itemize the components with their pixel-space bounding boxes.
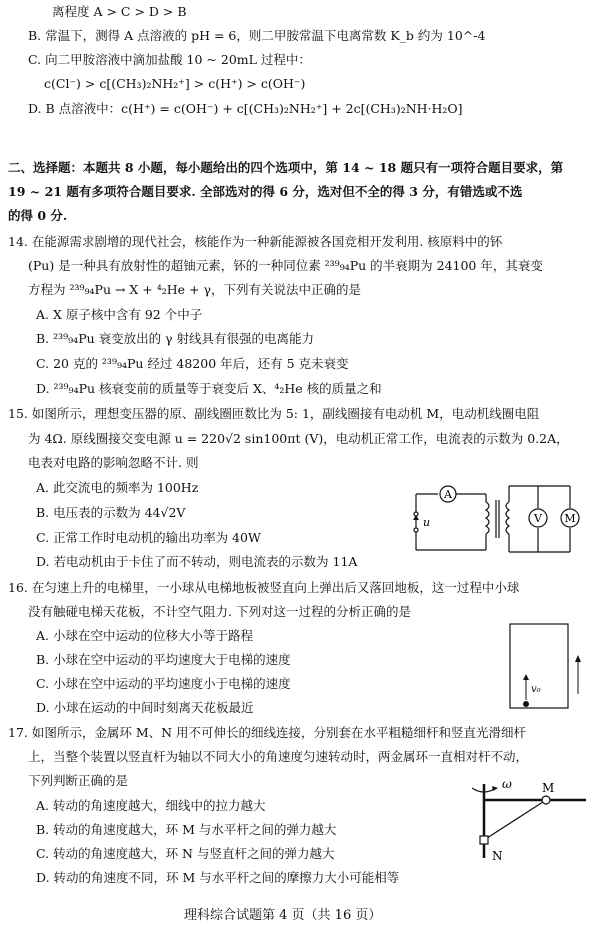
q14-line1: 14. 在能源需求剧增的现代社会，核能作为一种新能源被各国竞相开发利用. 核原料中的钚	[8, 234, 503, 249]
section-two-header-line2: 19 ~ 21 题有多项符合题目要求. 全部选对的得 6 分，选对但不全的得 3 分，有错选或不选	[8, 184, 523, 199]
motor-label: M	[564, 512, 576, 525]
elevator-box	[510, 624, 568, 708]
velocity-label: v₀	[531, 684, 541, 695]
q16-option-c: C. 小球在空中运动的平均速度小于电梯的速度	[36, 676, 291, 691]
q17-line1: 17. 如图所示，金属环 M、N 用不可伸长的细线连接，分别套在水平粗糙细杆和竖直光滑细杆	[8, 725, 527, 740]
q16-option-d: D. 小球在运动的中间时刻离天花板最近	[36, 700, 254, 715]
source-label: u	[423, 516, 431, 529]
q17-option-d: D. 转动的角速度不同，环 M 与水平杆之间的摩擦力大小可能相等	[36, 870, 400, 885]
prev-option-d: D. B 点溶液中：c(H⁺) = c(OH⁻) + c[(CH₃)₂NH₂⁺] + 2c[(CH₃)₂NH·H₂O]	[28, 101, 463, 116]
q14-line3: 方程为 ²³⁹₉₄Pu → X + ⁴₂He + γ，下列有关说法中正确的是	[28, 282, 361, 297]
ring-n-icon	[480, 836, 488, 844]
q15-option-b: B. 电压表的示数为 44√2V	[36, 505, 186, 520]
prev-option-b: B. 常温下，测得 A 点溶液的 pH = 6，则二甲胺常温下电离常数 K_b 约为 10^-4	[28, 28, 486, 43]
voltmeter-label: V	[534, 512, 542, 525]
q17-line2: 上，当整个装置以竖直杆为轴以不同大小的角速度匀速转动时，两金属环一直相对杆不动，	[28, 749, 529, 764]
q14-option-a: A. X 原子核中含有 92 个中子	[36, 307, 203, 322]
ball-icon	[523, 701, 529, 707]
q17-option-c: C. 转动的角速度越大，环 N 与竖直杆之间的弹力越大	[36, 846, 335, 861]
transformer-circuit-diagram	[408, 482, 590, 558]
q15-option-a: A. 此交流电的频率为 100Hz	[36, 480, 199, 495]
q15-option-c: C. 正常工作时电动机的输出功率为 40W	[36, 530, 261, 545]
ring-n-label: N	[492, 849, 503, 863]
q14-option-d: D. ²³⁹₉₄Pu 核衰变前的质量等于衰变后 X、⁴₂He 核的质量之和	[36, 381, 382, 396]
q17-line3: 下列判断正确的是	[28, 773, 129, 788]
q16-line2: 没有触碰电梯天花板，不计空气阻力. 下列对这一过程的分析正确的是	[28, 604, 411, 619]
q14-option-b: B. ²³⁹₉₄Pu 衰变放出的 γ 射线具有很强的电离能力	[36, 331, 315, 346]
prev-line-a-tail: 离程度 A > C > D > B	[52, 4, 187, 19]
section-two-header-line1: 二、选择题：本题共 8 小题，每小题给出的四个选项中，第 14 ~ 18 题只有一项符合题目要求，第	[8, 160, 564, 175]
q16-line1: 16. 在匀速上升的电梯里，一小球从电梯地板被竖直向上弹出后又落回地板，这一过程中小球	[8, 580, 520, 595]
q15-option-d: D. 若电动机由于卡住了而不转动，则电流表的示数为 11A	[36, 554, 358, 569]
ring-m-label: M	[542, 781, 555, 795]
ammeter-label: A	[444, 488, 452, 501]
q15-line2: 为 4Ω. 原线圈接交变电源 u = 220√2 sin100πt (V)，电动机正常工作，电流表的示数为 0.2A，	[28, 431, 569, 446]
q16-option-b: B. 小球在空中运动的平均速度大于电梯的速度	[36, 652, 291, 667]
elevator-diagram	[506, 618, 586, 718]
q16-option-a: A. 小球在空中运动的位移大小等于路程	[36, 628, 253, 643]
page-footer: 理科综合试题第 4 页（共 16 页）	[184, 908, 382, 923]
q17-option-a: A. 转动的角速度越大，细线中的拉力越大	[36, 798, 266, 813]
q17-option-b: B. 转动的角速度越大，环 M 与水平杆之间的弹力越大	[36, 822, 337, 837]
q14-line2: (Pu) 是一种具有放射性的超铀元素，钚的一种同位素 ²³⁹₉₄Pu 的半衰期为 24100 年，其衰变	[28, 258, 543, 273]
rotating-rod-diagram	[462, 778, 592, 868]
omega-label: ω	[502, 778, 512, 791]
q15-line3: 电表对电路的影响忽略不计. 则	[28, 455, 199, 470]
prev-option-c-formula: c(Cl⁻) > c[(CH₃)₂NH₂⁺] > c(H⁺) > c(OH⁻)	[44, 76, 306, 91]
q15-line1: 15. 如图所示，理想变压器的原、副线圈匝数比为 5: 1，副线圈接有电动机 M，电动机线圈电阻	[8, 406, 540, 421]
ring-m-icon	[542, 796, 550, 804]
section-two-header-line3: 的得 0 分.	[8, 208, 68, 223]
q14-option-c: C. 20 克的 ²³⁹₉₄Pu 经过 48200 年后，还有 5 克未衰变	[36, 356, 349, 371]
prev-option-c: C. 向二甲胺溶液中滴加盐酸 10 ~ 20mL 过程中：	[28, 52, 311, 67]
